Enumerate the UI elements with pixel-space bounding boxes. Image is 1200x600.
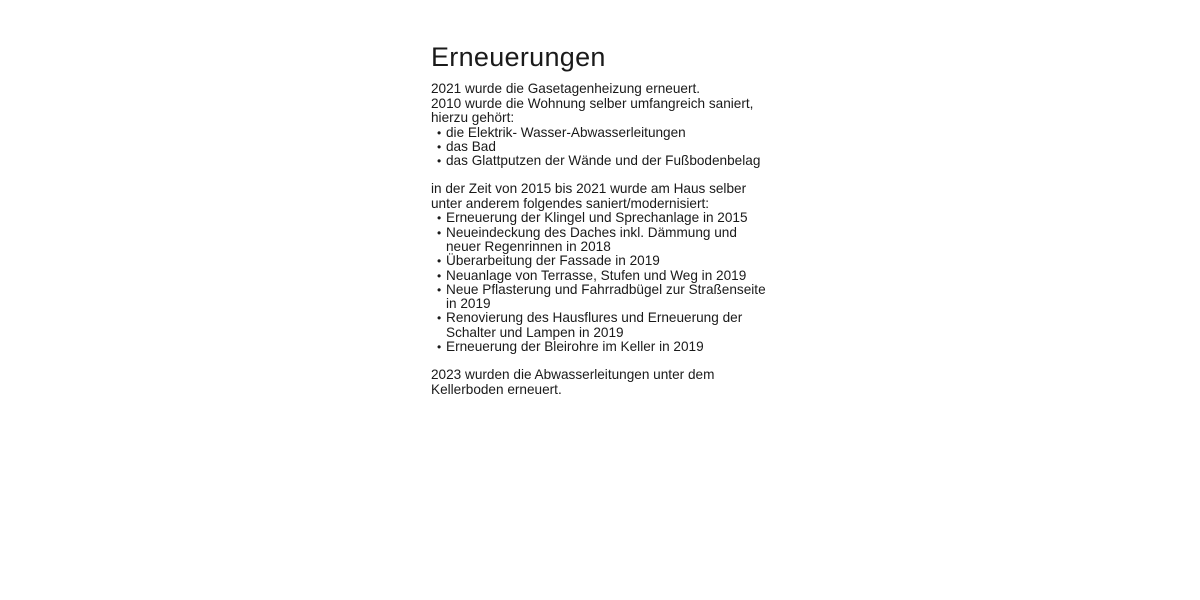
list-item: • Neuanlage von Terrasse, Stufen und Weg in 2019 — [446, 269, 771, 283]
list-item: • Neue Pflasterung und Fahrradbügel zur Straßenseite in 2019 — [446, 283, 771, 312]
apartment-bullet-list — [431, 126, 771, 169]
list-item: • Erneuerung der Bleirohre im Keller in 2019 — [446, 340, 771, 354]
list-item: • das Glattputzen der Wände und der Fußbodenbelag — [446, 154, 771, 168]
paragraph-apartment: 2010 wurde die Wohnung selber umfangreich saniert, hierzu gehört: — [431, 95, 754, 125]
list-item: • Überarbeitung der Fassade in 2019 — [446, 254, 771, 268]
paragraph-house-intro: in der Zeit von 2015 bis 2021 wurde am Haus selber unter anderem folgendes saniert/modernisiert: — [431, 181, 747, 211]
list-item: • Neueindeckung des Daches inkl. Dämmung und neuer Regenrinnen in 2018 — [446, 226, 771, 255]
list-item: • Renovierung des Hausflures und Erneuerung der Schalter und Lampen in 2019 — [446, 311, 771, 340]
page-title: Erneuerungen — [431, 42, 606, 72]
document-content — [431, 40, 771, 397]
list-item: • das Bad — [446, 140, 771, 154]
spacer — [431, 168, 771, 182]
list-item: • Erneuerung der Klingel und Sprechanlage in 2015 — [446, 211, 771, 225]
list-item: • die Elektrik- Wasser-Abwasserleitungen — [446, 126, 771, 140]
section-house-renovation — [431, 182, 771, 354]
paragraph-sewage: 2023 wurden die Abwasserleitungen unter dem Kellerboden erneuert. — [431, 367, 715, 397]
paragraph-heating: 2021 wurde die Gasetagenheizung erneuert. — [431, 81, 701, 96]
house-bullet-list — [431, 211, 771, 354]
section-sewage — [431, 368, 771, 397]
spacer — [431, 354, 771, 368]
section-apartment-renovation — [431, 82, 771, 168]
